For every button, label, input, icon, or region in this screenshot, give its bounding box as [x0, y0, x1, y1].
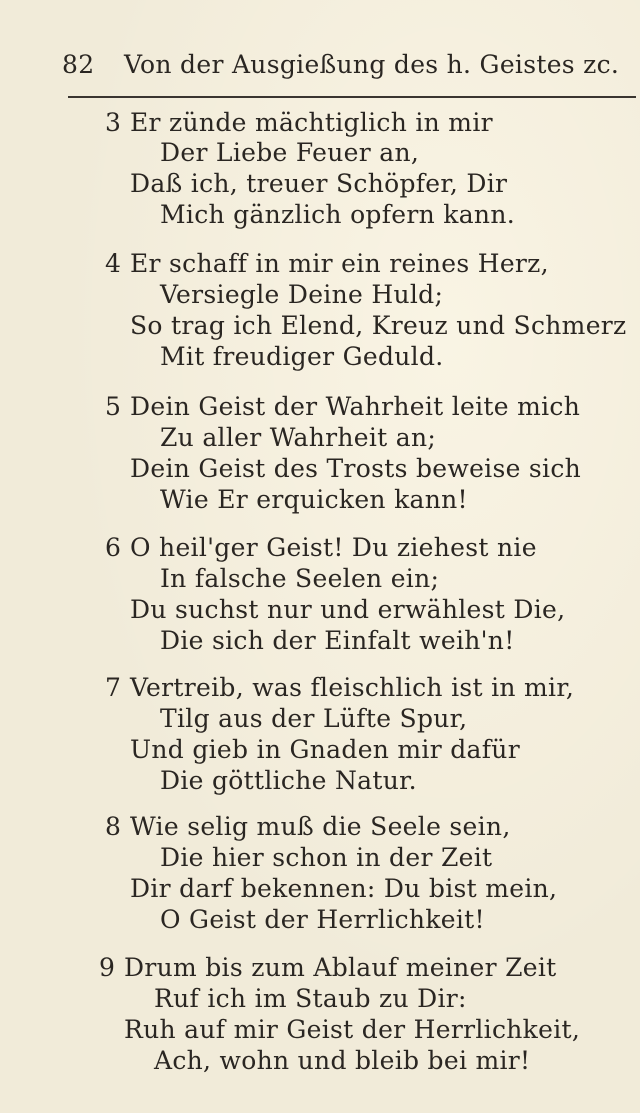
verse-line: Versiegle Deine Huld;	[160, 280, 444, 309]
verse-line: Ach, wohn und bleib bei mir!	[154, 1046, 531, 1075]
verse-line: Die sich der Einfalt weih'n!	[160, 626, 515, 655]
verse-line: Dein Geist des Trosts beweise sich	[130, 454, 582, 483]
verse-line: Und gieb in Gnaden mir dafür	[130, 735, 520, 764]
verse-line: Er zünde mächtiglich in mir	[130, 108, 493, 137]
verse-line: Mich gänzlich opfern kann.	[160, 200, 515, 229]
stanza-number: 9	[99, 953, 115, 982]
header-rule	[68, 96, 636, 98]
running-title: Von der Ausgießung des h. Geistes zc.	[124, 50, 620, 79]
verse-line: Daß ich, treuer Schöpfer, Dir	[130, 169, 508, 198]
page-header	[62, 50, 620, 90]
page-number: 82	[62, 50, 95, 79]
verse-line: Zu aller Wahrheit an;	[160, 423, 437, 452]
verse-line: Ruh auf mir Geist der Herrlichkeit,	[124, 1015, 581, 1044]
verse-line: Wie Er erquicken kann!	[160, 485, 468, 514]
stanza-number: 4	[105, 249, 121, 278]
verse-line: Er schaff in mir ein reines Herz,	[130, 249, 549, 278]
verse-line: Drum bis zum Ablauf meiner Zeit	[124, 953, 557, 982]
stanza-number: 8	[105, 812, 121, 841]
verse-line: Dir darf bekennen: Du bist mein,	[130, 874, 558, 903]
verse-line: Tilg aus der Lüfte Spur,	[160, 704, 468, 733]
verse-line: So trag ich Elend, Kreuz und Schmerz	[130, 311, 627, 340]
verse-line: O Geist der Herrlichkeit!	[160, 905, 485, 934]
verse-line: In falsche Seelen ein;	[160, 564, 440, 593]
verse-line: O heil'ger Geist! Du ziehest nie	[130, 533, 537, 562]
verse-line: Du suchst nur und erwählest Die,	[130, 595, 566, 624]
verse-line: Mit freudiger Geduld.	[160, 342, 444, 371]
stanza-number: 6	[105, 533, 121, 562]
verse-line: Wie selig muß die Seele sein,	[130, 812, 511, 841]
stanza-number: 5	[105, 392, 121, 421]
stanza-number: 7	[105, 673, 121, 702]
verse-line: Dein Geist der Wahrheit leite mich	[130, 392, 581, 421]
verse-line: Ruf ich im Staub zu Dir:	[154, 984, 467, 1013]
verse-line: Vertreib, was fleischlich ist in mir,	[130, 673, 575, 702]
stanza-number: 3	[105, 108, 121, 137]
verse-line: Der Liebe Feuer an,	[160, 138, 420, 167]
verse-line: Die hier schon in der Zeit	[160, 843, 493, 872]
verse-line: Die göttliche Natur.	[160, 766, 417, 795]
